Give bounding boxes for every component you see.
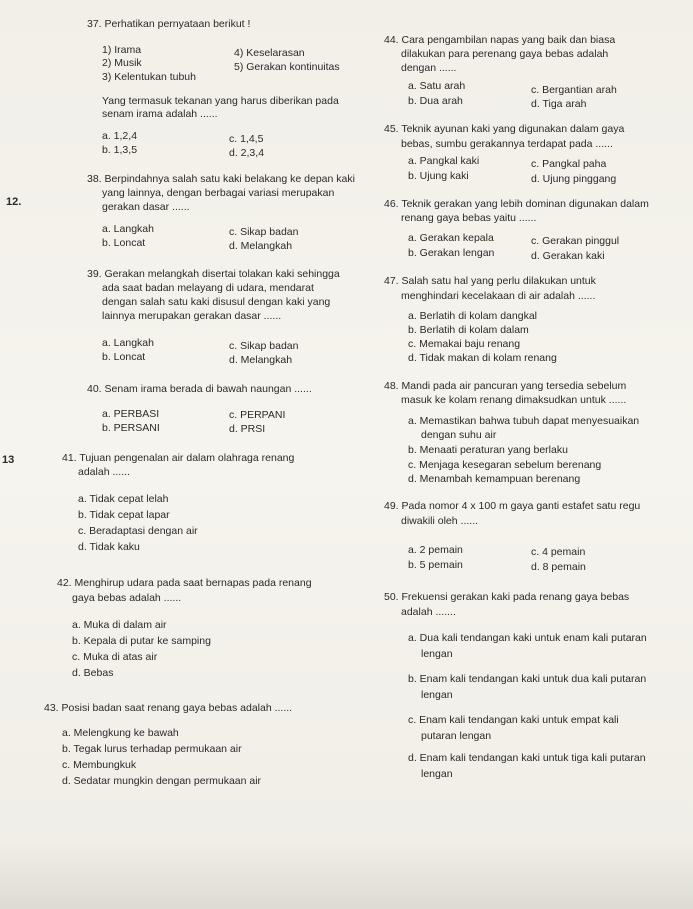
option-a-continued: dengan suhu air (421, 429, 497, 441)
option-d[interactable]: d. Melangkah (229, 354, 293, 366)
question-stem: dengan ...... (401, 62, 457, 74)
option-b[interactable]: b. Gerakan lengan (408, 247, 495, 259)
option-d[interactable]: d. Menambah kemampuan berenang (408, 473, 581, 485)
question-stem: 50. Frekuensi gerakan kaki pada renang gaya bebas (384, 591, 630, 603)
list-item: 2) Musik (102, 57, 142, 69)
option-c[interactable]: c. Enam kali tendangan kaki untuk empat kali (408, 714, 619, 726)
option-c[interactable]: c. 4 pemain (531, 546, 586, 558)
question-stem: bebas, sumbu gerakannya terdapat pada ...... (401, 138, 613, 150)
option-b[interactable]: b. PERSANI (102, 422, 160, 434)
question-stem: menghindari kecelakaan di air adalah ...... (401, 290, 596, 302)
option-d[interactable]: d. Tidak makan di kolam renang (408, 352, 557, 364)
option-b[interactable]: b. Berlatih di kolam dalam (408, 324, 529, 336)
option-d[interactable]: d. Tiga arah (531, 98, 587, 110)
question-stem: renang gaya bebas yaitu ...... (401, 212, 537, 224)
option-a[interactable]: a. Pangkal kaki (408, 155, 480, 167)
option-b[interactable]: b. Dua arah (408, 95, 463, 107)
list-item: 4) Keselarasan (234, 47, 305, 59)
option-a-continued: lengan (421, 648, 453, 660)
option-a[interactable]: a. PERBASI (102, 408, 160, 420)
question-stem: dilakukan para perenang gaya bebas adalah (401, 48, 609, 60)
list-item: 5) Gerakan kontinuitas (234, 61, 340, 73)
option-c[interactable]: c. Muka di atas air (72, 651, 158, 663)
question-stem: adalah ...... (78, 466, 130, 478)
option-c[interactable]: c. Gerakan pinggul (531, 235, 620, 247)
question-stem: 37. Perhatikan pernyataan berikut ! (87, 18, 251, 30)
question-stem: masuk ke kolam renang dimaksudkan untuk ...... (401, 394, 627, 406)
option-c[interactable]: c. Sikap badan (229, 226, 299, 238)
option-a[interactable]: a. Satu arah (408, 80, 466, 92)
option-a[interactable]: a. 2 pemain (408, 544, 463, 556)
question-stem: 41. Tujuan pengenalan air dalam olahraga renang (62, 452, 295, 464)
option-b-continued: lengan (421, 689, 453, 701)
option-a[interactable]: a. Tidak cepat lelah (78, 493, 169, 505)
option-d[interactable]: d. Ujung pinggang (531, 173, 617, 185)
question-stem: 46. Teknik gerakan yang lebih dominan digunakan dalam (384, 198, 649, 210)
question-stem: adalah ....... (401, 606, 456, 618)
question-stem: 48. Mandi pada air pancuran yang tersedia sebelum (384, 380, 627, 392)
option-d[interactable]: d. Tidak kaku (78, 541, 140, 553)
option-a[interactable]: a. Langkah (102, 223, 154, 235)
option-b[interactable]: b. Tidak cepat lapar (78, 509, 170, 521)
question-stem: 43. Posisi badan saat renang gaya bebas adalah ...... (44, 702, 293, 714)
option-c[interactable]: c. Pangkal paha (531, 158, 607, 170)
question-stem: gerakan dasar ...... (102, 201, 190, 213)
question-stem: dengan salah satu kaki disusul dengan kaki yang (102, 296, 331, 308)
question-stem: 45. Teknik ayunan kaki yang digunakan dalam gaya (384, 123, 625, 135)
option-b[interactable]: b. Ujung kaki (408, 170, 469, 182)
question-stem: 39. Gerakan melangkah disertai tolakan kaki sehingga (87, 268, 340, 280)
option-d[interactable]: d. Bebas (72, 667, 114, 679)
option-c[interactable]: c. Bergantian arah (531, 84, 617, 96)
option-d[interactable]: d. Gerakan kaki (531, 250, 605, 262)
question-stem: gaya bebas adalah ...... (72, 592, 182, 604)
option-a[interactable]: a. Gerakan kepala (408, 232, 494, 244)
question-stem: 47. Salah satu hal yang perlu dilakukan untuk (384, 275, 596, 287)
option-d-continued: lengan (421, 768, 453, 780)
option-b[interactable]: b. Enam kali tendangan kaki untuk dua kali putaran (408, 673, 647, 685)
option-a[interactable]: a. 1,2,4 (102, 130, 138, 142)
option-c[interactable]: c. Memakai baju renang (408, 338, 521, 350)
option-b[interactable]: b. Menaati peraturan yang berlaku (408, 444, 568, 456)
option-b[interactable]: b. Tegak lurus terhadap permukaan air (62, 743, 242, 755)
option-d[interactable]: d. 2,3,4 (229, 147, 265, 159)
question-stem: 42. Menghirup udara pada saat bernapas pada renang (57, 577, 312, 589)
list-item: 3) Kelentukan tubuh (102, 71, 196, 83)
list-item: 1) Irama (102, 44, 142, 56)
margin-number-13: 13 (2, 454, 15, 466)
option-d[interactable]: d. Melangkah (229, 240, 293, 252)
page-bottom-shadow (0, 840, 693, 909)
option-b[interactable]: b. Loncat (102, 351, 146, 363)
option-b[interactable]: b. 1,3,5 (102, 144, 138, 156)
question-stem: 40. Senam irama berada di bawah naungan ...... (87, 383, 312, 395)
option-d[interactable]: d. 8 pemain (531, 561, 586, 573)
option-c-continued: putaran lengan (421, 730, 492, 742)
option-c[interactable]: c. PERPANI (229, 409, 286, 421)
question-stem: 44. Cara pengambilan napas yang baik dan biasa (384, 34, 616, 46)
question-stem: 49. Pada nomor 4 x 100 m gaya ganti estafet satu regu (384, 500, 641, 512)
question-stem: diwakili oleh ...... (401, 515, 479, 527)
question-stem: ada saat badan melayang di udara, mendarat (102, 282, 314, 294)
question-stem: 38. Berpindahnya salah satu kaki belakang ke depan kaki (87, 173, 355, 185)
option-b[interactable]: b. 5 pemain (408, 559, 463, 571)
option-b[interactable]: b. Kepala di putar ke samping (72, 635, 211, 647)
option-a[interactable]: a. Dua kali tendangan kaki untuk enam kali putaran (408, 632, 647, 644)
option-a[interactable]: a. Langkah (102, 337, 154, 349)
option-b[interactable]: b. Loncat (102, 237, 146, 249)
option-d[interactable]: d. Enam kali tendangan kaki untuk tiga kali putaran (408, 752, 646, 764)
option-d[interactable]: d. Sedatar mungkin dengan permukaan air (62, 775, 262, 787)
option-c[interactable]: c. Menjaga kesegaran sebelum berenang (408, 459, 602, 471)
option-a[interactable]: a. Muka di dalam air (72, 619, 167, 631)
question-stem: lainnya merupakan gerakan dasar ...... (102, 310, 282, 322)
question-stem: yang lainnya, dengan berbagai variasi merupakan (102, 187, 335, 199)
margin-number-12: 12. (6, 196, 22, 208)
option-c[interactable]: c. Beradaptasi dengan air (78, 525, 198, 537)
option-a[interactable]: a. Melengkung ke bawah (62, 727, 179, 739)
option-c[interactable]: c. Membungkuk (62, 759, 137, 771)
option-a[interactable]: a. Berlatih di kolam dangkal (408, 310, 537, 322)
option-c[interactable]: c. 1,4,5 (229, 133, 264, 145)
option-c[interactable]: c. Sikap badan (229, 340, 299, 352)
option-a[interactable]: a. Memastikan bahwa tubuh dapat menyesuaikan (408, 415, 640, 427)
question-stem: Yang termasuk tekanan yang harus diberikan pada (102, 95, 339, 107)
option-d[interactable]: d. PRSI (229, 423, 266, 435)
question-stem: senam irama adalah ...... (102, 108, 218, 120)
